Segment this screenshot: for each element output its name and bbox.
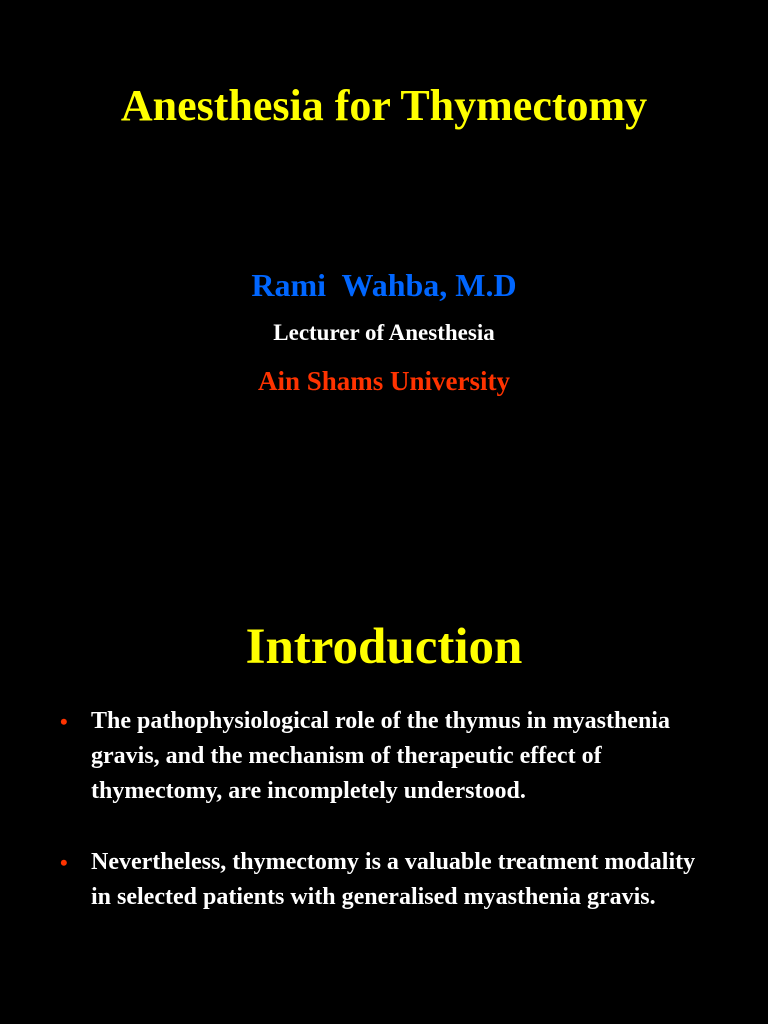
bullet-item: [60, 704, 700, 809]
author-role: Lecturer of Anesthesia: [273, 320, 495, 345]
bullet-list: [60, 704, 700, 915]
bullet-text: Nevertheless, thymectomy is a valuable treatment modality in selected patients with generalised myasthenia gravis.: [91, 849, 696, 910]
introduction-slide: [0, 512, 768, 1024]
slide-title: Anesthesia for Thymectomy: [120, 81, 648, 130]
bullet-text: The pathophysiological role of the thymus in myasthenia gravis, and the mechanism of therapeutic effect of thymectomy, are incompletely understood.: [91, 708, 670, 804]
bullet-marker-icon: •: [60, 709, 68, 734]
author-name: Rami Wahba, M.D: [251, 267, 517, 303]
author-affiliation: Ain Shams University: [257, 366, 511, 396]
bullet-item: [60, 845, 700, 915]
bullet-marker-icon: •: [60, 850, 68, 875]
slide-title: Introduction: [245, 619, 523, 675]
